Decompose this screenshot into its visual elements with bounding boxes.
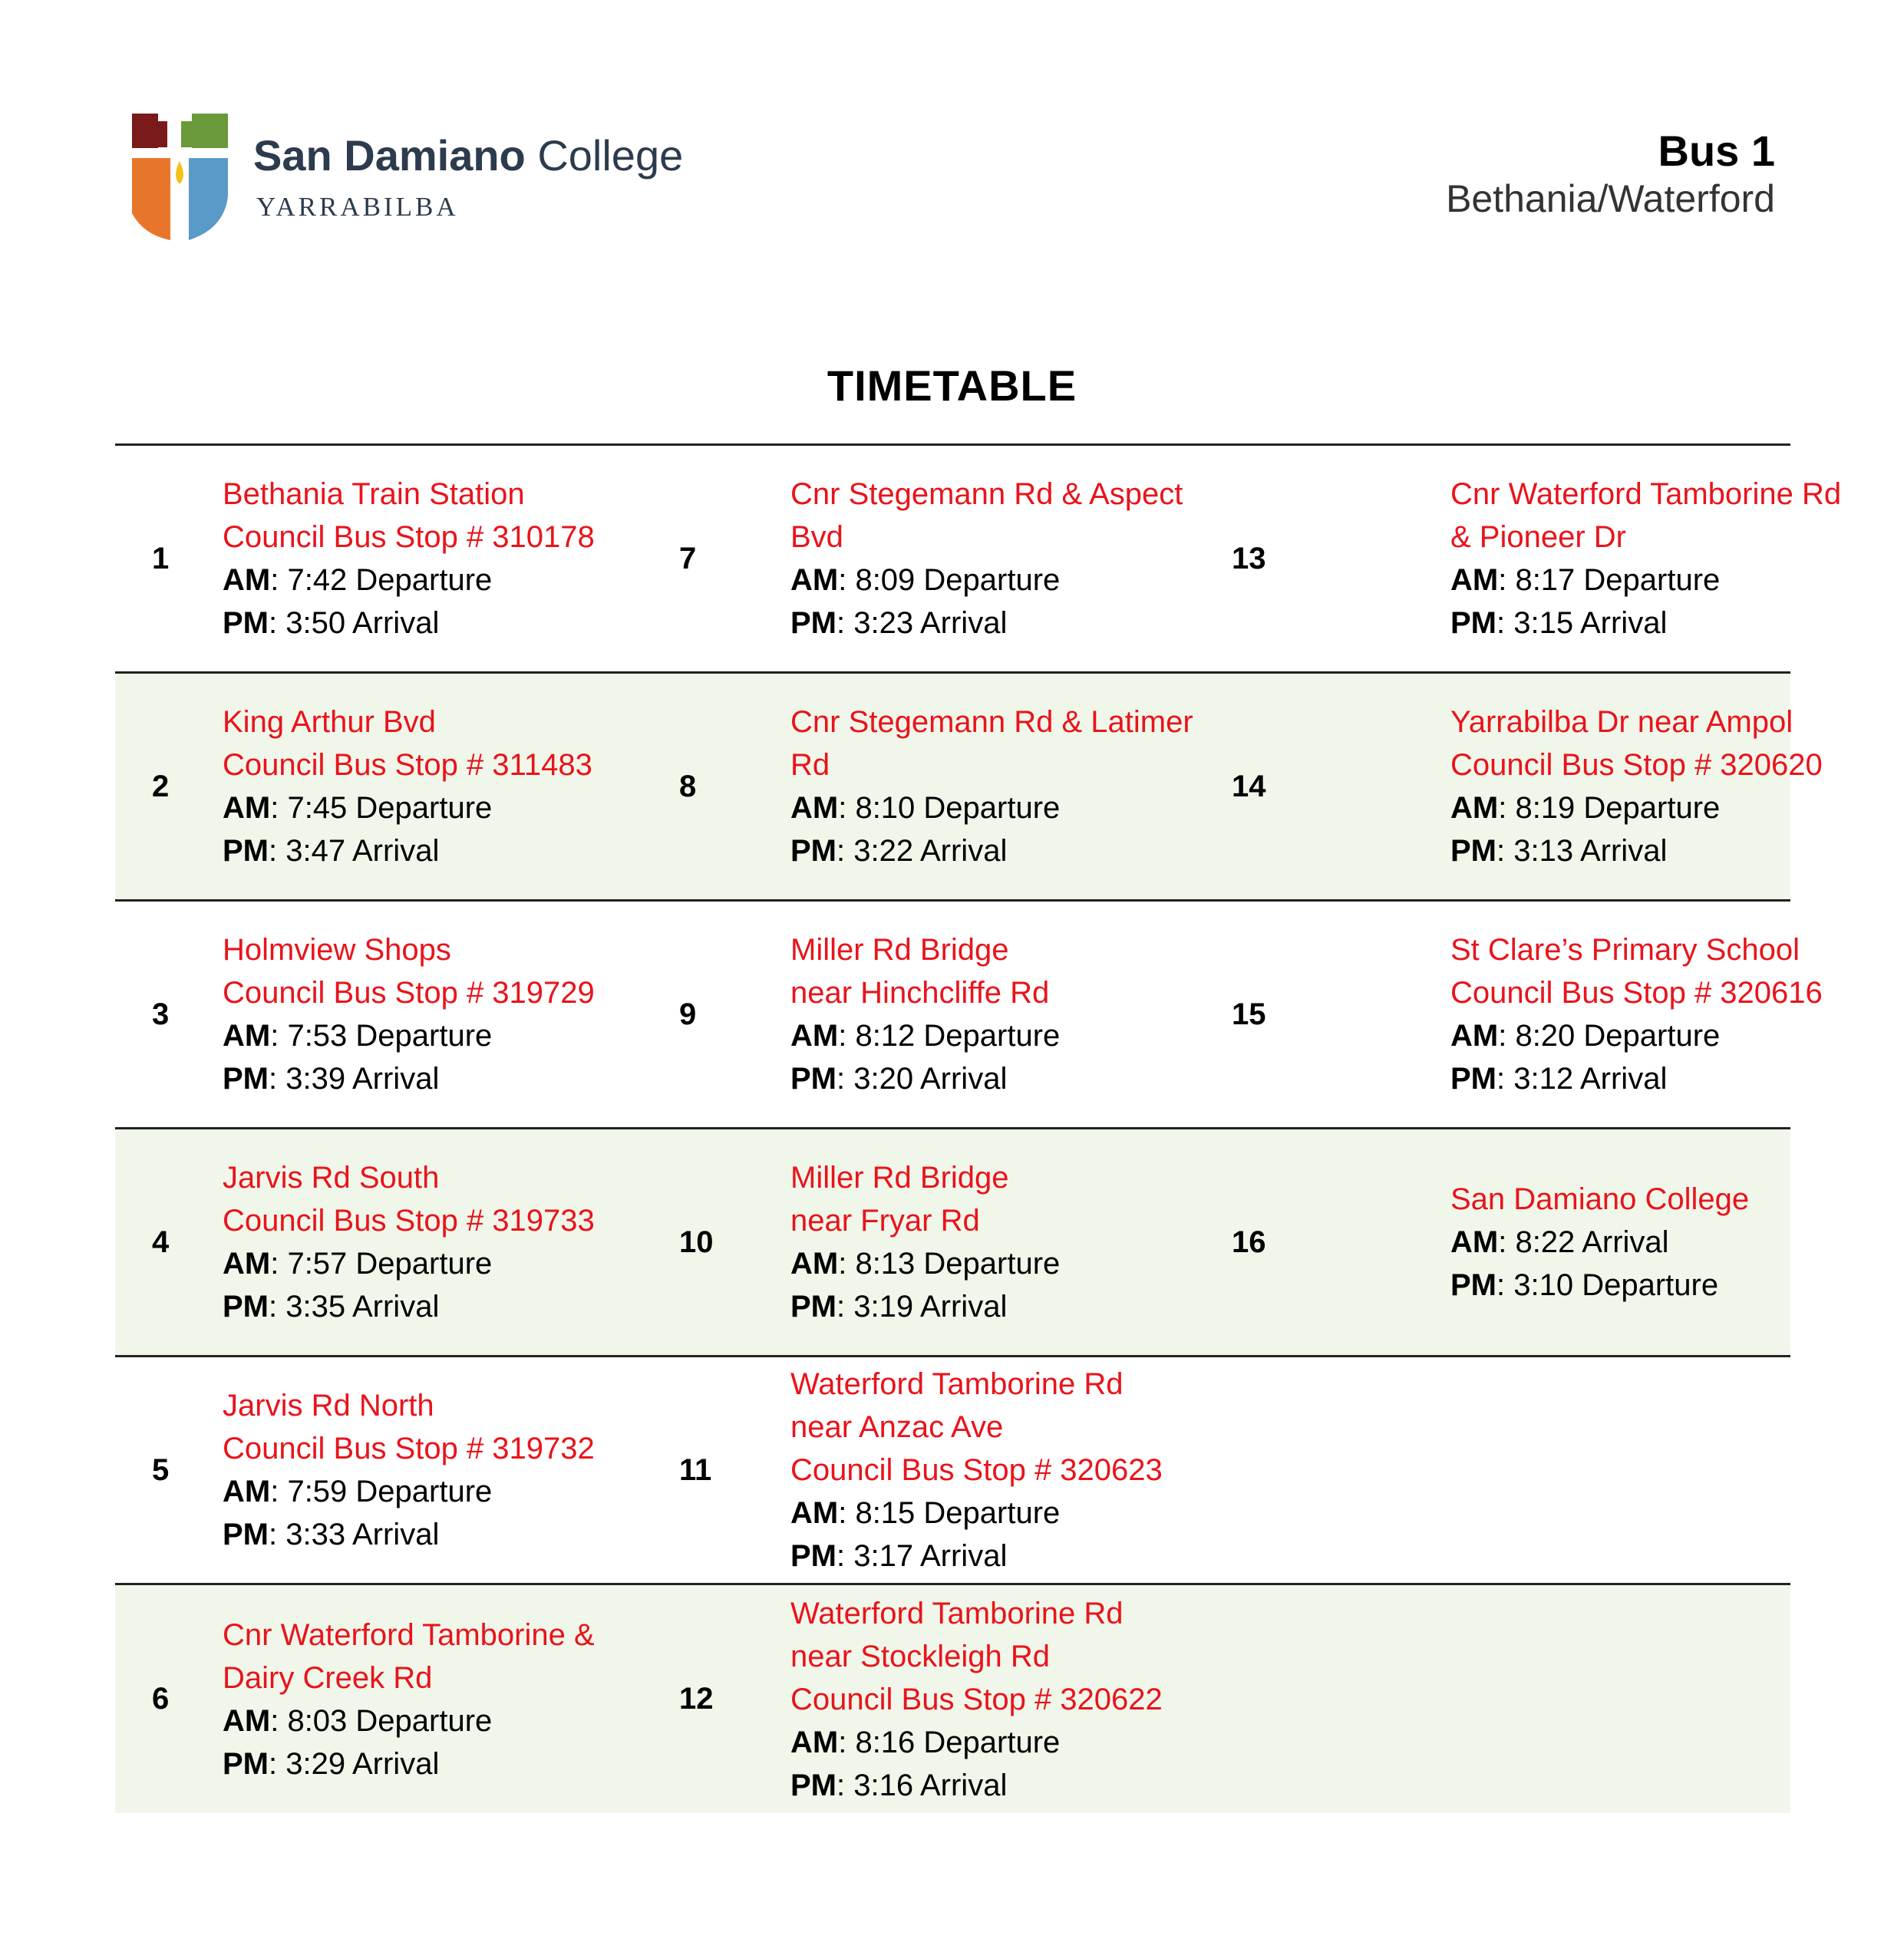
- stop-number: 9: [679, 997, 697, 1031]
- stop-name-line: & Pioneer Dr: [1450, 520, 1626, 554]
- stop-cell: [115, 674, 675, 899]
- stop-name-line: Waterford Tamborine Rd: [790, 1596, 1124, 1630]
- am-value: : 8:20 Departure: [1498, 1019, 1721, 1053]
- am-time: [790, 1492, 1163, 1535]
- college-logo: [132, 114, 692, 244]
- am-time: [790, 1014, 1060, 1057]
- stop-number: 5: [152, 1452, 170, 1487]
- stop-name-line: Council Bus Stop # 320616: [1450, 976, 1823, 1010]
- stop-name-line: Bethania Train Station: [223, 477, 525, 511]
- pm-label: PM: [790, 606, 837, 640]
- stop-name-line: near Fryar Rd: [790, 1204, 980, 1238]
- stop-cell: [1232, 1129, 1790, 1355]
- am-time: [223, 559, 595, 602]
- am-value: : 7:57 Departure: [270, 1247, 493, 1281]
- am-label: AM: [223, 1247, 271, 1281]
- stop-number: 7: [679, 541, 697, 575]
- stop-cell: [1232, 1585, 1790, 1813]
- stop-name-line: Jarvis Rd South: [223, 1161, 440, 1195]
- pm-label: PM: [1450, 1268, 1496, 1302]
- stop-cell: [679, 674, 1232, 899]
- am-label: AM: [1450, 563, 1499, 597]
- stop-number: 16: [1232, 1225, 1266, 1259]
- stop-info: [223, 446, 595, 671]
- stop-name-line: Miller Rd Bridge: [790, 933, 1009, 967]
- stop-name-line: Jarvis Rd North: [223, 1389, 434, 1423]
- am-time: [1450, 786, 1823, 829]
- stop-cell: [115, 1129, 675, 1355]
- am-time: [223, 1470, 595, 1513]
- stop-name-line: Council Bus Stop # 320622: [790, 1682, 1163, 1716]
- pm-value: : 3:12 Arrival: [1496, 1062, 1668, 1096]
- pm-time: [790, 829, 1193, 872]
- am-label: AM: [1450, 1225, 1499, 1259]
- school-name-bold: San Damiano: [253, 131, 526, 180]
- stop-info: [790, 902, 1060, 1127]
- school-location: YARRABILBA: [256, 192, 459, 222]
- school-name: [253, 130, 683, 180]
- stop-name-line: near Hinchcliffe Rd: [790, 976, 1050, 1010]
- stop-cell: [115, 1585, 675, 1813]
- stop-number: 10: [679, 1225, 714, 1259]
- stop-info: [223, 1585, 595, 1813]
- am-label: AM: [223, 1703, 271, 1738]
- pm-time: [790, 1535, 1163, 1578]
- am-time: [790, 786, 1193, 829]
- pm-value: : 3:35 Arrival: [269, 1290, 440, 1324]
- stop-info: [790, 674, 1193, 899]
- pm-label: PM: [223, 1746, 269, 1781]
- pm-time: [790, 602, 1183, 645]
- pm-label: PM: [223, 606, 269, 640]
- stop-name-line: Council Bus Stop # 319733: [223, 1204, 595, 1238]
- stop-cell: [679, 446, 1232, 671]
- stop-cell: [1232, 446, 1842, 671]
- stop-name-line: Cnr Waterford Tamborine &: [223, 1617, 595, 1652]
- college-crest-icon: [132, 114, 228, 240]
- am-time: [1450, 559, 1841, 602]
- am-time: [790, 1242, 1060, 1285]
- stop-cell: [679, 902, 1232, 1127]
- pm-value: : 3:10 Departure: [1496, 1268, 1719, 1302]
- am-label: AM: [1450, 1019, 1499, 1053]
- am-time: [223, 1242, 595, 1285]
- pm-label: PM: [790, 1290, 837, 1324]
- stop-number: 1: [152, 541, 170, 575]
- pm-label: PM: [223, 1062, 269, 1096]
- stop-cell: [679, 1129, 1232, 1355]
- am-label: AM: [790, 1019, 839, 1053]
- am-value: : 7:59 Departure: [270, 1475, 493, 1508]
- am-value: : 8:15 Departure: [838, 1496, 1061, 1530]
- pm-value: : 3:19 Arrival: [837, 1290, 1008, 1324]
- stop-name-line: Waterford Tamborine Rd: [790, 1367, 1124, 1401]
- stop-info: [1450, 446, 1841, 671]
- page-title: TIMETABLE: [827, 361, 1077, 410]
- stop-name-line: King Arthur Bvd: [223, 705, 436, 739]
- table-row: [115, 1127, 1790, 1355]
- am-value: : 8:13 Departure: [838, 1247, 1061, 1281]
- pm-label: PM: [790, 834, 837, 868]
- am-value: : 8:10 Departure: [838, 791, 1061, 825]
- am-value: : 8:12 Departure: [838, 1019, 1061, 1053]
- am-value: : 8:19 Departure: [1498, 791, 1721, 825]
- pm-value: : 3:15 Arrival: [1496, 606, 1668, 640]
- bus-number: Bus 1: [1658, 127, 1775, 175]
- stop-cell: [1232, 902, 1823, 1127]
- pm-time: [790, 1285, 1060, 1328]
- stop-cell: [115, 446, 675, 671]
- am-time: [223, 1699, 595, 1742]
- pm-label: PM: [223, 1518, 269, 1551]
- am-label: AM: [790, 1496, 839, 1530]
- pm-label: PM: [790, 1539, 837, 1573]
- stop-number: 13: [1232, 541, 1266, 575]
- stop-info: [223, 1129, 595, 1355]
- pm-value: : 3:33 Arrival: [269, 1518, 440, 1551]
- stop-name-line: Cnr Waterford Tamborine Rd: [1450, 477, 1842, 511]
- stop-info: [1450, 902, 1823, 1127]
- stop-name-line: St Clare’s Primary School: [1450, 933, 1800, 967]
- am-label: AM: [223, 791, 271, 825]
- stop-name-line: Council Bus Stop # 320620: [1450, 748, 1823, 782]
- stop-number: 14: [1232, 769, 1266, 803]
- stop-name-line: Council Bus Stop # 311483: [223, 748, 592, 782]
- am-value: : 8:09 Departure: [838, 563, 1061, 597]
- pm-label: PM: [790, 1062, 837, 1096]
- stop-info: [1450, 1129, 1749, 1355]
- stop-name-line: Council Bus Stop # 320623: [790, 1453, 1163, 1487]
- stop-name-line: Miller Rd Bridge: [790, 1161, 1009, 1195]
- am-value: : 8:17 Departure: [1498, 563, 1721, 597]
- stop-number: 4: [152, 1225, 170, 1259]
- stop-name-line: San Damiano College: [1450, 1182, 1750, 1216]
- stop-number: 15: [1232, 997, 1266, 1031]
- pm-value: : 3:13 Arrival: [1496, 834, 1668, 868]
- table-row: [115, 443, 1842, 671]
- stop-name-line: Holmview Shops: [223, 933, 451, 967]
- stop-name-line: Dairy Creek Rd: [223, 1660, 433, 1695]
- am-time: [223, 786, 592, 829]
- am-time: [790, 559, 1183, 602]
- pm-value: : 3:23 Arrival: [837, 606, 1008, 640]
- pm-time: [790, 1057, 1060, 1100]
- stop-info: [223, 1357, 595, 1583]
- stop-name-line: Cnr Stegemann Rd & Latimer: [790, 705, 1193, 739]
- stop-number: 12: [679, 1682, 714, 1716]
- pm-value: : 3:47 Arrival: [269, 834, 440, 868]
- stop-number: 3: [152, 997, 170, 1031]
- pm-time: [223, 829, 592, 872]
- pm-label: PM: [790, 1768, 837, 1802]
- pm-value: : 3:39 Arrival: [269, 1062, 440, 1096]
- stop-name-line: Yarrabilba Dr near Ampol: [1450, 705, 1793, 739]
- pm-time: [223, 1057, 595, 1100]
- am-value: : 7:42 Departure: [270, 563, 493, 597]
- stop-cell: [115, 902, 675, 1127]
- pm-label: PM: [1450, 1062, 1496, 1096]
- pm-time: [1450, 1264, 1749, 1307]
- pm-time: [223, 1742, 595, 1785]
- am-label: AM: [223, 1475, 271, 1508]
- pm-time: [223, 602, 595, 645]
- pm-value: : 3:22 Arrival: [837, 834, 1008, 868]
- pm-label: PM: [1450, 834, 1496, 868]
- stop-info: [790, 446, 1183, 671]
- am-value: : 7:45 Departure: [270, 791, 493, 825]
- am-time: [1450, 1014, 1823, 1057]
- stop-number: 6: [152, 1682, 170, 1716]
- bus-route: Bethania/Waterford: [1446, 177, 1775, 220]
- timetable: [115, 443, 1842, 1813]
- table-row: [115, 899, 1823, 1127]
- am-label: AM: [790, 791, 839, 825]
- bus-heading: [1446, 127, 1775, 222]
- am-value: : 7:53 Departure: [270, 1019, 493, 1053]
- table-row: [115, 1583, 1790, 1813]
- pm-time: [1450, 829, 1823, 872]
- stop-info: [223, 674, 592, 899]
- stop-number: 11: [679, 1452, 712, 1487]
- stop-name-line: Council Bus Stop # 319729: [223, 976, 595, 1010]
- stop-name-line: Cnr Stegemann Rd & Aspect: [790, 477, 1183, 511]
- table-row: [115, 671, 1823, 899]
- stop-cell: [679, 1585, 1232, 1813]
- stop-name-line: Council Bus Stop # 319732: [223, 1432, 595, 1465]
- stop-number: 2: [152, 769, 170, 803]
- stop-info: [1450, 674, 1823, 899]
- pm-label: PM: [1450, 606, 1496, 640]
- stop-cell: [1232, 674, 1823, 899]
- am-time: [790, 1721, 1163, 1764]
- table-row: [115, 1355, 1790, 1583]
- stop-cell: [115, 1357, 675, 1583]
- am-label: AM: [790, 1725, 839, 1759]
- am-label: AM: [223, 563, 271, 597]
- am-value: : 8:22 Arrival: [1498, 1225, 1669, 1259]
- stop-info: [790, 1129, 1060, 1355]
- stop-info: [223, 902, 595, 1127]
- am-label: AM: [223, 1019, 271, 1053]
- stop-name-line: Bvd: [790, 520, 843, 554]
- stop-name-line: near Anzac Ave: [790, 1410, 1004, 1444]
- stop-name-line: Council Bus Stop # 310178: [223, 520, 595, 554]
- pm-value: : 3:29 Arrival: [269, 1746, 440, 1781]
- pm-time: [1450, 602, 1841, 645]
- pm-value: : 3:50 Arrival: [269, 606, 440, 640]
- stop-cell: [679, 1357, 1232, 1583]
- stop-cell: [1232, 1357, 1790, 1583]
- pm-time: [223, 1513, 595, 1556]
- pm-label: PM: [223, 834, 269, 868]
- am-label: AM: [790, 1247, 839, 1281]
- am-time: [1450, 1221, 1749, 1264]
- pm-time: [790, 1764, 1163, 1807]
- pm-label: PM: [223, 1290, 269, 1324]
- pm-value: : 3:16 Arrival: [837, 1768, 1008, 1802]
- am-label: AM: [1450, 791, 1499, 825]
- stop-info: [790, 1585, 1163, 1813]
- am-time: [223, 1014, 595, 1057]
- pm-value: : 3:20 Arrival: [837, 1062, 1008, 1096]
- pm-time: [1450, 1057, 1823, 1100]
- pm-time: [223, 1285, 595, 1328]
- am-value: : 8:03 Departure: [270, 1703, 493, 1738]
- stop-info: [790, 1357, 1163, 1583]
- school-name-rest: College: [537, 131, 684, 180]
- am-label: AM: [790, 563, 839, 597]
- stop-name-line: near Stockleigh Rd: [790, 1639, 1050, 1673]
- pm-value: : 3:17 Arrival: [837, 1539, 1008, 1573]
- am-value: : 8:16 Departure: [838, 1725, 1061, 1759]
- stop-number: 8: [679, 769, 697, 803]
- stop-name-line: Rd: [790, 748, 830, 782]
